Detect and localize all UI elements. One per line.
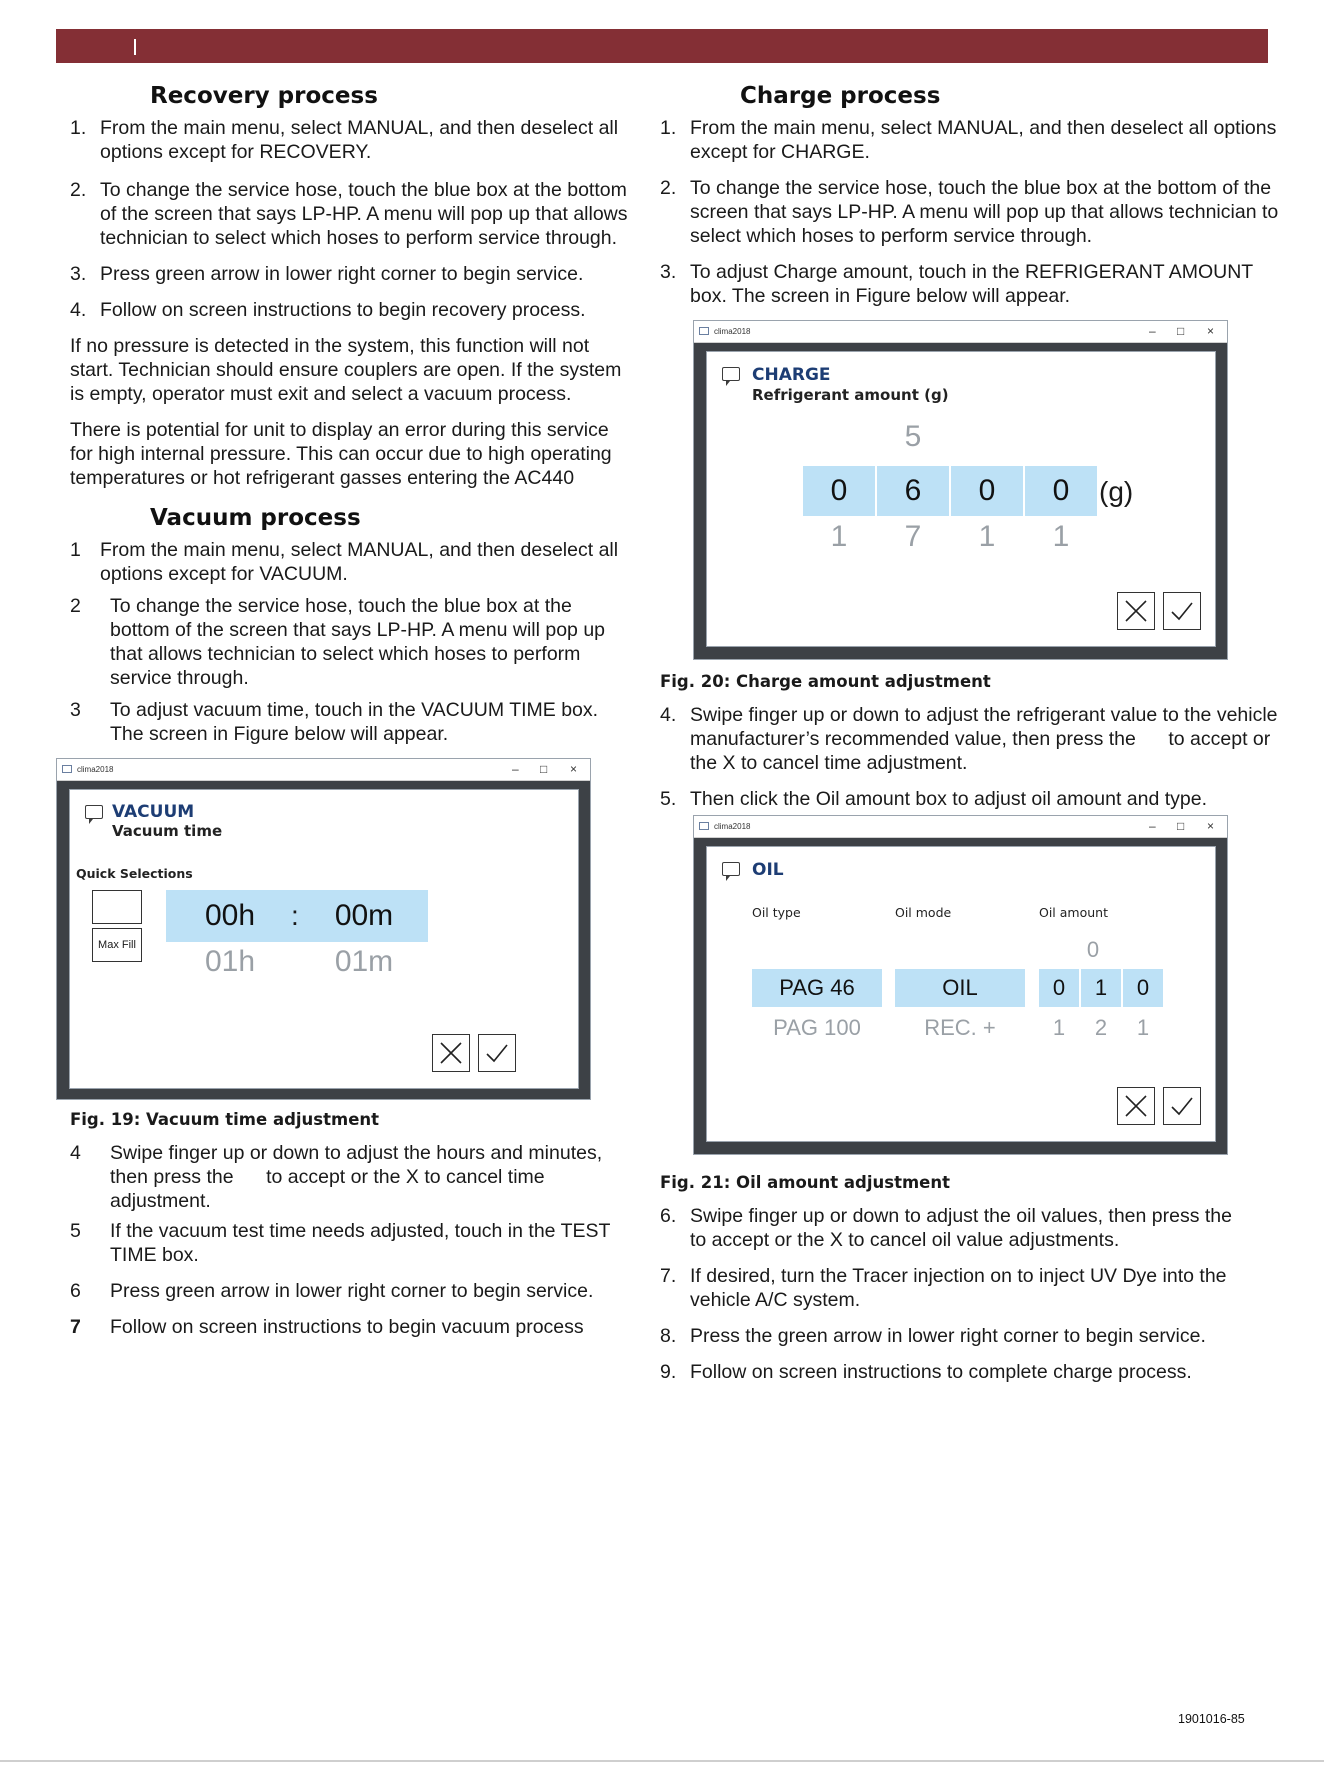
- window-app-icon: [699, 327, 709, 335]
- close-icon[interactable]: ×: [1207, 324, 1215, 338]
- step-number: 4.: [70, 299, 87, 321]
- charge-dialog: [706, 351, 1216, 647]
- step-number: 3: [70, 699, 81, 721]
- charge-title: Charge process: [740, 83, 941, 109]
- step-text: Swipe finger up or down to adjust the oil values, then press the to accept or the X to cancel oil value adjustments.: [690, 1205, 1265, 1251]
- recovery-note-2: There is potential for unit to display an error during this service for high internal pressure. This can occur due to high operating temperatures or hot refrigerant gasses entering the AC440: [70, 419, 612, 489]
- step-number: 3.: [660, 261, 677, 283]
- digit-text: 0: [1136, 975, 1150, 1000]
- close-x-icon: [438, 1040, 464, 1066]
- accept-button[interactable]: [478, 1034, 516, 1072]
- list-item: [660, 1204, 1280, 1252]
- step-number: 5.: [660, 788, 677, 810]
- unit-label: (g): [1099, 476, 1134, 507]
- checkmark-icon: [1169, 598, 1195, 624]
- window-titlebar: [694, 816, 1227, 838]
- oil-mode-label: Oil mode: [895, 905, 952, 920]
- oil-type-label: Oil type: [752, 905, 801, 920]
- list-item: [70, 298, 630, 322]
- bottom-divider: [0, 1760, 1324, 1762]
- list-item: [660, 116, 1280, 164]
- oil-mode-value[interactable]: [895, 969, 1025, 1007]
- step-text: To adjust vacuum time, touch in the VACUUM TIME box. The screen in Figure below will appear.: [110, 699, 599, 745]
- list-item: [660, 260, 1280, 308]
- digit-text: 0: [1052, 975, 1066, 1000]
- list-item: [70, 594, 630, 690]
- header-separator: [134, 39, 136, 55]
- vacuum-dialog: [69, 789, 579, 1089]
- oil-amount-next: 2: [1094, 1015, 1108, 1040]
- step-text: From the main menu, select MANUAL, and then deselect all options except for RECOVERY.: [100, 117, 619, 163]
- step-number: 7: [70, 1316, 81, 1338]
- list-item: [660, 787, 1280, 811]
- checkmark-icon: [1169, 1093, 1195, 1119]
- close-icon[interactable]: ×: [570, 762, 578, 776]
- hours-text: 00h: [204, 899, 256, 932]
- oil-type-value[interactable]: [752, 969, 882, 1007]
- digit-prev: 5: [904, 420, 922, 453]
- message-icon: [722, 367, 740, 381]
- oil-dialog: [706, 846, 1216, 1142]
- step-text: Press the green arrow in lower right corner to begin service.: [690, 1325, 1206, 1347]
- oil-amount-label: Oil amount: [1039, 905, 1108, 920]
- minutes-value[interactable]: [300, 890, 428, 942]
- step-number: 7.: [660, 1265, 677, 1287]
- step-number: 2: [70, 595, 81, 617]
- maximize-icon[interactable]: □: [540, 762, 548, 776]
- step-number: 4.: [660, 704, 677, 726]
- maximize-icon[interactable]: □: [1177, 324, 1185, 338]
- list-item: [70, 1279, 630, 1303]
- cancel-button[interactable]: [432, 1034, 470, 1072]
- quick-selection-box[interactable]: [92, 890, 142, 924]
- digit-text: 6: [904, 474, 922, 507]
- hours-value[interactable]: [166, 890, 294, 942]
- max-fill-button[interactable]: [92, 928, 142, 962]
- accept-button[interactable]: [1163, 1087, 1201, 1125]
- charge-screenshot: [693, 320, 1228, 660]
- cancel-button[interactable]: [1117, 1087, 1155, 1125]
- step-text: Press green arrow in lower right corner to begin service.: [110, 1280, 594, 1302]
- step-text: To change the service hose, touch the blue box at the bottom of the screen that says LP-HP. A menu will pop up that allows technician to select which hoses to perform service through.: [690, 177, 1279, 247]
- list-item: [660, 1360, 1280, 1384]
- step-text: To change the service hose, touch the blue box at the bottom of the screen that says LP-HP. A menu will pop up that allows technician to select which hoses to perform service through.: [100, 179, 628, 249]
- step-text: Follow on screen instructions to complete charge process.: [690, 1361, 1192, 1383]
- figure-caption: Fig. 20: Charge amount adjustment: [660, 672, 991, 691]
- list-item: [70, 178, 630, 250]
- oil-amount-next: 1: [1136, 1015, 1150, 1040]
- digit-next: 1: [1052, 520, 1070, 553]
- window-title: clima2018: [714, 822, 751, 831]
- digit-next: 1: [830, 520, 848, 553]
- list-item: [70, 538, 630, 586]
- step-number: 8.: [660, 1325, 677, 1347]
- vacuum-title: Vacuum process: [150, 505, 361, 531]
- maximize-icon[interactable]: □: [1177, 819, 1185, 833]
- list-item: [70, 1219, 630, 1267]
- oil-mode-text: OIL: [942, 975, 978, 1000]
- list-item: [70, 116, 630, 164]
- step-text: Follow on screen instructions to begin recovery process.: [100, 299, 586, 321]
- step-number: 2.: [70, 179, 87, 201]
- step-text: Swipe finger up or down to adjust the refrigerant value to the vehicle manufacturer’s recommended value, then press the to accept or the X to cancel time adjustment.: [690, 704, 1283, 774]
- oil-amount-digit[interactable]: [1081, 969, 1121, 1007]
- cancel-button[interactable]: [1117, 592, 1155, 630]
- oil-screenshot: [693, 815, 1228, 1155]
- step-text: Follow on screen instructions to begin vacuum process: [110, 1316, 584, 1338]
- left-column: [70, 82, 630, 1351]
- oil-amount-digit[interactable]: [1123, 969, 1163, 1007]
- right-column: [660, 82, 1283, 1396]
- digit-cell[interactable]: [803, 466, 875, 516]
- list-item: [660, 176, 1280, 248]
- recovery-title: Recovery process: [150, 83, 378, 109]
- dialog-subtitle: Vacuum time: [112, 822, 223, 840]
- header-bar: [56, 29, 1268, 63]
- step-number: 6.: [660, 1205, 677, 1227]
- oil-amount-next: 1: [1052, 1015, 1066, 1040]
- step-number: 1.: [660, 117, 677, 139]
- close-icon[interactable]: ×: [1207, 819, 1215, 833]
- step-number: 9.: [660, 1361, 677, 1383]
- digit-cell[interactable]: [877, 466, 949, 516]
- digit-next: 1: [978, 520, 996, 553]
- minimize-icon[interactable]: –: [1149, 324, 1156, 338]
- step-text: From the main menu, select MANUAL, and then deselect all options except for CHARGE.: [690, 117, 1277, 163]
- digit-text: 1: [1094, 975, 1108, 1000]
- step-text: Press green arrow in lower right corner to begin service.: [100, 263, 584, 285]
- list-item: [70, 1315, 630, 1339]
- quick-selections-label: Quick Selections: [76, 866, 193, 881]
- step-number: 3.: [70, 263, 87, 285]
- step-number: 5: [70, 1220, 81, 1242]
- step-text: If the vacuum test time needs adjusted, touch in the TEST TIME box.: [110, 1220, 611, 1266]
- hours-next: 01h: [204, 945, 256, 978]
- digit-text: 0: [830, 474, 848, 507]
- window-titlebar: [694, 321, 1227, 343]
- figure-caption: Fig. 21: Oil amount adjustment: [660, 1173, 950, 1192]
- list-item: [660, 1324, 1280, 1348]
- max-fill-label: Max Fill: [98, 939, 136, 951]
- window-app-icon: [62, 765, 72, 773]
- recovery-note-1: If no pressure is detected in the system, this function will not start. Technician should ensure couplers are open. If the system is empty, operator must exit and select a vacuum process.: [70, 335, 622, 405]
- step-number: 1.: [70, 117, 87, 139]
- oil-type-text: PAG 46: [779, 975, 855, 1000]
- checkmark-icon: [484, 1040, 510, 1066]
- minimize-icon[interactable]: –: [512, 762, 519, 776]
- oil-type-next: PAG 100: [773, 1015, 861, 1040]
- list-item: [70, 262, 630, 286]
- message-icon: [85, 805, 103, 819]
- window-title: clima2018: [714, 327, 751, 336]
- close-x-icon: [1123, 598, 1149, 624]
- step-text: Then click the Oil amount box to adjust oil amount and type.: [690, 788, 1208, 810]
- list-item: [70, 698, 630, 746]
- accept-button[interactable]: [1163, 592, 1201, 630]
- window-title: clima2018: [77, 765, 114, 774]
- document-id: 1901016-85: [1178, 1712, 1245, 1726]
- dialog-title: OIL: [752, 860, 784, 880]
- oil-amount-prev: 0: [1086, 937, 1100, 962]
- step-text: To change the service hose, touch the blue box at the bottom of the screen that says LP-HP. A menu will pop up that allows technician to select which hoses to perform service through.: [110, 595, 606, 689]
- digit-cell[interactable]: [1025, 466, 1097, 516]
- step-number: 2.: [660, 177, 677, 199]
- dialog-title: VACUUM: [112, 802, 195, 822]
- list-item: [70, 1141, 630, 1213]
- dialog-subtitle: Refrigerant amount (g): [752, 386, 949, 404]
- message-icon: [722, 862, 740, 876]
- oil-mode-next: REC. +: [924, 1015, 996, 1040]
- oil-amount-digit[interactable]: [1039, 969, 1079, 1007]
- close-x-icon: [1123, 1093, 1149, 1119]
- window-titlebar: [57, 759, 590, 781]
- window-app-icon: [699, 822, 709, 830]
- minutes-text: 00m: [334, 899, 394, 932]
- list-item: [660, 703, 1283, 775]
- vacuum-screenshot: [56, 758, 591, 1100]
- figure-caption: Fig. 19: Vacuum time adjustment: [70, 1110, 380, 1129]
- minimize-icon[interactable]: –: [1149, 819, 1156, 833]
- digit-text: 0: [1052, 474, 1070, 507]
- list-item: [660, 1264, 1280, 1312]
- step-text: From the main menu, select MANUAL, and then deselect all options except for VACUUM.: [100, 539, 619, 585]
- step-number: 6: [70, 1280, 81, 1302]
- step-text: Swipe finger up or down to adjust the hours and minutes, then press the to accept or the X to cancel time adjustment.: [110, 1142, 608, 1212]
- digit-next: 7: [904, 520, 922, 553]
- digit-cell[interactable]: [951, 466, 1023, 516]
- dialog-title: CHARGE: [752, 365, 831, 385]
- step-number: 4: [70, 1142, 81, 1164]
- step-number: 1: [70, 539, 81, 561]
- step-text: To adjust Charge amount, touch in the REFRIGERANT AMOUNT box. The screen in Figure below will appear.: [690, 261, 1253, 307]
- step-text: If desired, turn the Tracer injection on to inject UV Dye into the vehicle A/C system.: [690, 1265, 1227, 1311]
- time-colon: :: [291, 900, 299, 931]
- minutes-next: 01m: [334, 945, 394, 978]
- digit-text: 0: [978, 474, 996, 507]
